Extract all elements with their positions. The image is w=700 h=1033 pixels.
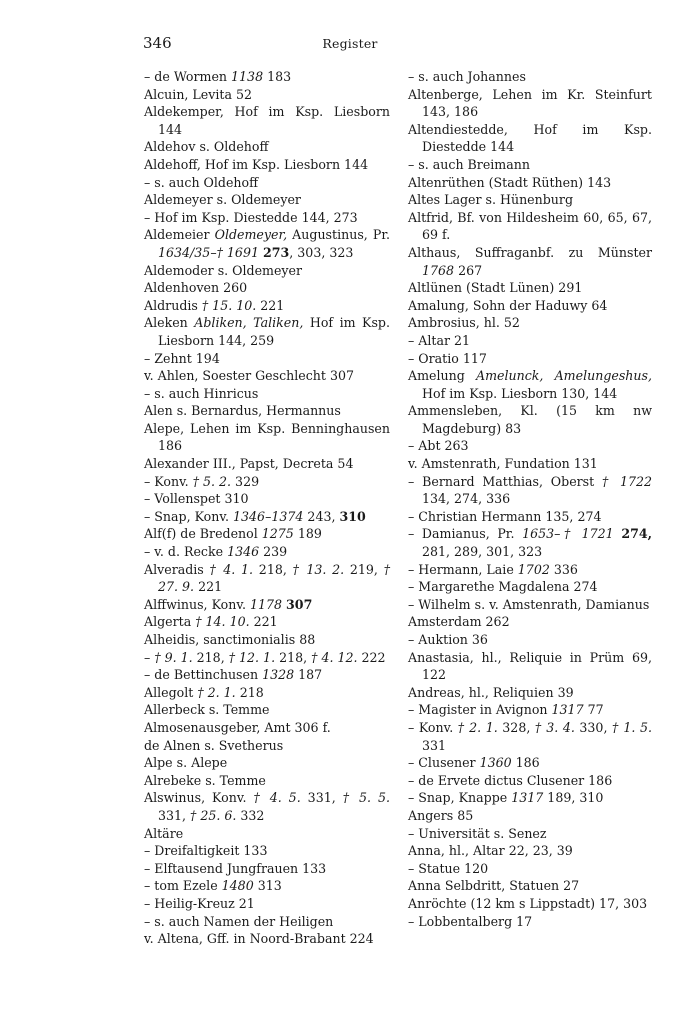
entry-text: – s. auch Johannes [408,69,526,84]
index-entry [408,842,652,860]
entry-italic-text: 1480 [221,878,254,894]
index-entry [408,719,652,754]
entry-text: de Alnen s. Svetherus [144,737,284,753]
entry-text: – Konv. [408,719,458,735]
index-entry [144,367,390,385]
entry-italic-text: 1653–† 1721 [522,526,614,542]
index-entry [144,508,390,526]
index-entry [408,350,652,368]
entry-text: – Hof im Ksp. Diestedde 144, 273 [144,209,358,225]
index-entry [408,473,652,508]
entry-italic-text: 1138 [231,69,264,84]
entry-text: Hof im Ksp. Liesborn 144, 259 [158,315,390,348]
entry-text: 331, [300,790,343,806]
entry-text: – s. auch Breimann [408,156,530,172]
entry-text: Anna Selbdritt, Statuen 27 [408,878,580,894]
entry-text: Anna, hl., Altar 22, 23, 39 [408,843,573,859]
entry-text: 219, [344,561,384,577]
entry-text: – de Wormen [144,69,232,84]
index-entry [144,754,390,772]
entry-italic-text: Amelunck, Amelungeshus, [475,368,652,384]
entry-text: – Oratio 117 [408,350,487,366]
entry-italic-text: † 4. 5. [253,790,301,806]
entry-text: Augustinus, Pr. [287,227,390,243]
index-entry [144,473,390,491]
index-entry [144,402,390,420]
index-entry [408,895,652,913]
entry-text: 331, [158,807,191,823]
index-entry [144,103,390,138]
index-entry [144,174,390,192]
index-entry [144,138,390,156]
entry-text: – Abt 263 [408,438,469,454]
index-entry [408,772,652,790]
index-entry [144,297,390,315]
index-entry [144,561,390,596]
entry-text: Amelung [408,368,476,384]
entry-text: 330, [574,719,612,735]
entry-italic-text: † 9. 1. [154,649,193,665]
index-entry [408,596,652,614]
entry-text: 218, [253,561,293,577]
index-entry [408,754,652,772]
entry-italic-text: Abliken, Taliken, [194,315,304,331]
entry-text: Angers 85 [408,807,474,823]
entry-text: Aldehoff, Hof im Ksp. Liesborn 144 [144,156,369,172]
entry-italic-text: 1702 [517,561,550,577]
index-entry [144,279,390,297]
entry-text: 77 [583,702,604,718]
index-entry [144,719,390,737]
entry-text: – Statue 120 [408,860,489,876]
index-entry [408,877,652,895]
entry-text: 183 [263,69,292,84]
entry-text: – Elftausend Jungfrauen 133 [144,860,327,876]
entry-text: – Wilhelm s. v. Amstenrath, Damianus [408,596,650,612]
entry-text: 189, 310 [543,790,604,806]
entry-text: – Altar 21 [408,332,471,348]
entry-italic-text: 1346 [227,544,260,560]
entry-text: Hof im Ksp. Liesborn 130, 144 [422,385,618,401]
entry-text: – Bernard Matthias, Oberst [408,473,603,489]
index-entry [144,156,390,174]
entry-text: Ammensleben, Kl. (15 km nw Magdeburg) 83 [408,403,652,436]
index-entry [408,578,652,596]
entry-italic-text: † 1722 [602,473,652,489]
index-entry [408,121,652,156]
entry-text: – Auktion 36 [408,632,488,647]
index-entry [144,490,390,508]
index-entry [144,350,390,368]
entry-text: Andreas, hl., Reliquien 39 [408,684,574,700]
entry-text: Alheidis, sanctimonialis 88 [144,632,316,647]
index-entry [408,825,652,843]
entry-bold-page: 310 [339,508,366,524]
entry-text: 221 [256,297,285,313]
entry-text: – Snap, Konv. [144,508,234,524]
entry-text: – Heilig-Kreuz 21 [144,895,255,911]
entry-text: v. Altena, Gff. in Noord-Brabant 224 [144,931,374,947]
entry-text: – Konv. [144,473,193,489]
entry-text: – de Bettinchusen [144,667,263,683]
entry-text: Anastasia, hl., Reliquie in Prüm 69, 122 [408,649,652,683]
index-entry [144,525,390,543]
entry-text: Althaus, Suffraganbf. zu Münster [408,244,652,260]
entry-text: 186 [511,755,540,771]
entry-text: Allerbeck s. Temme [144,702,270,718]
entry-italic-text: † 27. 9. [158,561,390,595]
entry-text: 221 [249,614,278,630]
entry-text: – de Ervete dictus Clusener 186 [408,772,613,788]
entry-text: Allegolt [144,684,198,700]
entry-text: 218, [192,649,229,665]
entry-text: 189 [293,526,322,542]
index-entry [144,226,390,261]
index-entry [408,561,652,579]
index-entry [144,543,390,561]
entry-text: Altfrid, Bf. von Hildesheim 60, 65, 67, 69 f. [408,209,652,243]
index-entry [144,649,390,667]
entry-text: Alffwinus, Konv. [144,596,250,612]
running-title: Register [322,36,378,51]
entry-text: – Hermann, Laie [408,561,518,577]
entry-text: 267 [454,262,483,278]
entry-italic-text: † 5. 2. [192,473,232,489]
entry-text: – Christian Hermann 135, 274 [408,508,602,524]
entry-text: Aldemeier [144,227,215,243]
index-entry [408,525,652,560]
index-entry [408,437,652,455]
entry-italic-text: † 2. 1. [457,719,498,735]
entry-italic-text: 1346–1374 [233,508,304,524]
entry-text: – Vollenspet 310 [144,491,249,507]
index-entry [144,842,390,860]
entry-italic-text: † 4. 12. [311,649,358,665]
entry-text: Algerta [144,614,196,630]
entry-text: Alswinus, Konv. [144,790,254,806]
entry-text: Altes Lager s. Hünenburg [408,192,574,208]
entry-text: Alpe s. Alepe [144,755,228,771]
entry-text: , 303, 323 [289,244,354,260]
entry-text: Aldenhoven 260 [144,280,248,296]
entry-text: 218, [275,649,312,665]
entry-text: Aldrudis [144,297,202,313]
index-entry [408,297,652,315]
index-entry [144,895,390,913]
index-entry [144,860,390,878]
entry-text: – Magister in Avignon [408,702,552,718]
entry-text: Alexander III., Papst, Decreta 54 [144,456,354,472]
entry-text: Altlünen (Stadt Lünen) 291 [408,280,583,296]
entry-italic-text: Oldemeyer, [214,227,288,243]
entry-italic-text: † 12. 1. [228,649,276,665]
index-entry [408,191,652,209]
entry-text: 313 [253,878,282,894]
index-entry [408,455,652,473]
index-entry [144,420,390,455]
index-entry [144,789,390,824]
entry-text: – s. auch Hinricus [144,385,259,401]
entry-italic-text: 1317 [511,790,544,806]
index-entry [408,860,652,878]
entry-text: – s. auch Oldehoff [144,174,259,190]
index-entry [144,314,390,349]
index-entry [144,455,390,473]
index-entry [408,508,652,526]
entry-text: – Clusener [408,755,480,771]
entry-italic-text: † 15. 10. [201,297,257,313]
index-entry [144,930,390,948]
entry-text: 187 [294,667,323,683]
entry-italic-text: 1768 [422,262,455,278]
page-number: 346 [143,34,172,52]
entry-italic-text: † 1. 5. [612,719,652,735]
index-entry [408,649,652,684]
index-entry [408,402,652,437]
entry-text: 218 [235,684,264,700]
index-entry [408,367,652,402]
entry-text: – tom Ezele [144,878,222,894]
entry-text: Altenrüthen (Stadt Rüthen) 143 [408,174,612,190]
entry-text: 221 [194,579,223,595]
entry-text: Aldemeyer s. Oldemeyer [144,192,301,208]
entry-text: Ambrosius, hl. 52 [408,315,520,331]
entry-text: 332 [236,807,265,823]
index-entry [144,666,390,684]
entry-text: 329 [231,473,260,489]
entry-text: 328, [497,719,535,735]
entry-text: – Zehnt 194 [144,350,220,366]
index-entry [144,86,390,104]
entry-text: – Snap, Knappe [408,790,512,806]
entry-italic-text: 1634/35–† 1691 [158,244,259,260]
entry-italic-text: 1360 [479,755,512,771]
index-entry [408,332,652,350]
entry-text: Alcuin, Levita 52 [144,86,252,102]
index-entry [408,631,652,649]
entry-text: v. Ahlen, Soester Geschlecht 307 [144,368,354,384]
entry-text: Altenberge, Lehen im Kr. Steinfurt 143, 186 [408,86,652,120]
entry-text: Amsterdam 262 [408,614,510,630]
entry-text: Aldekemper, Hof im Ksp. Liesborn 144 [144,104,390,137]
entry-text: – s. auch Namen der Heiligen [144,913,334,929]
index-entry [144,191,390,209]
entry-italic-text: 1317 [551,702,584,718]
entry-text: 239 [259,544,288,560]
index-entry [408,701,652,719]
index-entry [408,314,652,332]
index-entry [408,244,652,279]
index-entry [408,613,652,631]
index-entry [144,825,390,843]
entry-text: Altäre [144,825,184,841]
entry-text: 222 [357,649,386,665]
entry-text: – Dreifaltigkeit 133 [144,843,268,859]
entry-italic-text: † 3. 4. [534,719,575,735]
entry-italic-text: † 2. 1. [197,684,236,700]
entry-italic-text: † 5. 5. [342,790,390,806]
entry-text: – v. d. Recke [144,544,228,560]
entry-text: 336 [549,561,578,577]
entry-italic-text: 1275 [261,526,294,542]
index-entry [144,701,390,719]
index-entry [408,174,652,192]
entry-text: – [144,649,155,665]
index-entry [144,684,390,702]
index-entry [144,262,390,280]
entry-italic-text: 1178 [249,596,283,612]
entry-text: 281, 289, 301, 323 [422,544,543,560]
entry-text: – Universität s. Senez [408,825,547,841]
right-index-column [408,68,652,930]
entry-bold-page: 273 [262,244,290,260]
entry-text: Altendiestedde, Hof im Ksp. Diestedde 144 [408,121,652,155]
entry-text: Almosenausgeber, Amt 306 f. [144,719,331,735]
entry-text: – Margarethe Magdalena 274 [408,579,598,595]
entry-bold-page: 274, [621,526,652,542]
index-entry [144,877,390,895]
entry-text: 243, [303,508,340,524]
entry-text: – Lobbentalberg 17 [408,913,533,929]
index-entry [408,156,652,174]
entry-text: Aldehov s. Oldehoff [144,139,269,155]
entry-text: Alrebeke s. Temme [144,772,266,788]
entry-italic-text: † 25. 6. [190,807,237,823]
entry-italic-text: † 14. 10. [195,614,250,630]
entry-italic-text: † 4. 1. [209,561,254,577]
index-entry [408,684,652,702]
entry-bold-page: 307 [286,596,313,612]
entry-text: Aleken [144,315,195,331]
entry-text: Amalung, Sohn der Haduwy 64 [408,297,608,313]
index-entry [408,807,652,825]
index-entry [408,789,652,807]
page-header [0,34,700,54]
index-entry [144,737,390,755]
entry-italic-text: † 13. 2. [292,561,345,577]
index-entry [144,209,390,227]
index-entry [144,68,390,86]
entry-text: Anröchte (12 km s Lippstadt) 17, 303 [408,895,648,911]
index-entry [144,613,390,631]
entry-italic-text: 1328 [262,667,295,683]
index-entry [144,596,390,614]
entry-text: 331 [422,737,447,753]
entry-text: Alepe, Lehen im Ksp. Benninghausen 186 [144,420,390,454]
entry-text: Alen s. Bernardus, Hermannus [144,403,341,419]
index-entry [408,86,652,121]
left-index-column [144,68,390,948]
index-entry [408,913,652,931]
index-entry [144,772,390,790]
entry-text: Alf(f) de Bredenol [144,526,262,542]
entry-text: v. Amstenrath, Fundation 131 [408,456,598,472]
entry-text: 134, 274, 336 [422,491,511,507]
entry-text: Alveradis [144,561,210,577]
index-entry [408,209,652,244]
entry-text: – Damianus, Pr. [408,526,523,542]
index-entry [408,279,652,297]
index-entry [144,385,390,403]
index-entry [144,631,390,649]
index-entry [144,913,390,931]
index-entry [408,68,652,86]
entry-text: Aldemoder s. Oldemeyer [144,262,303,278]
